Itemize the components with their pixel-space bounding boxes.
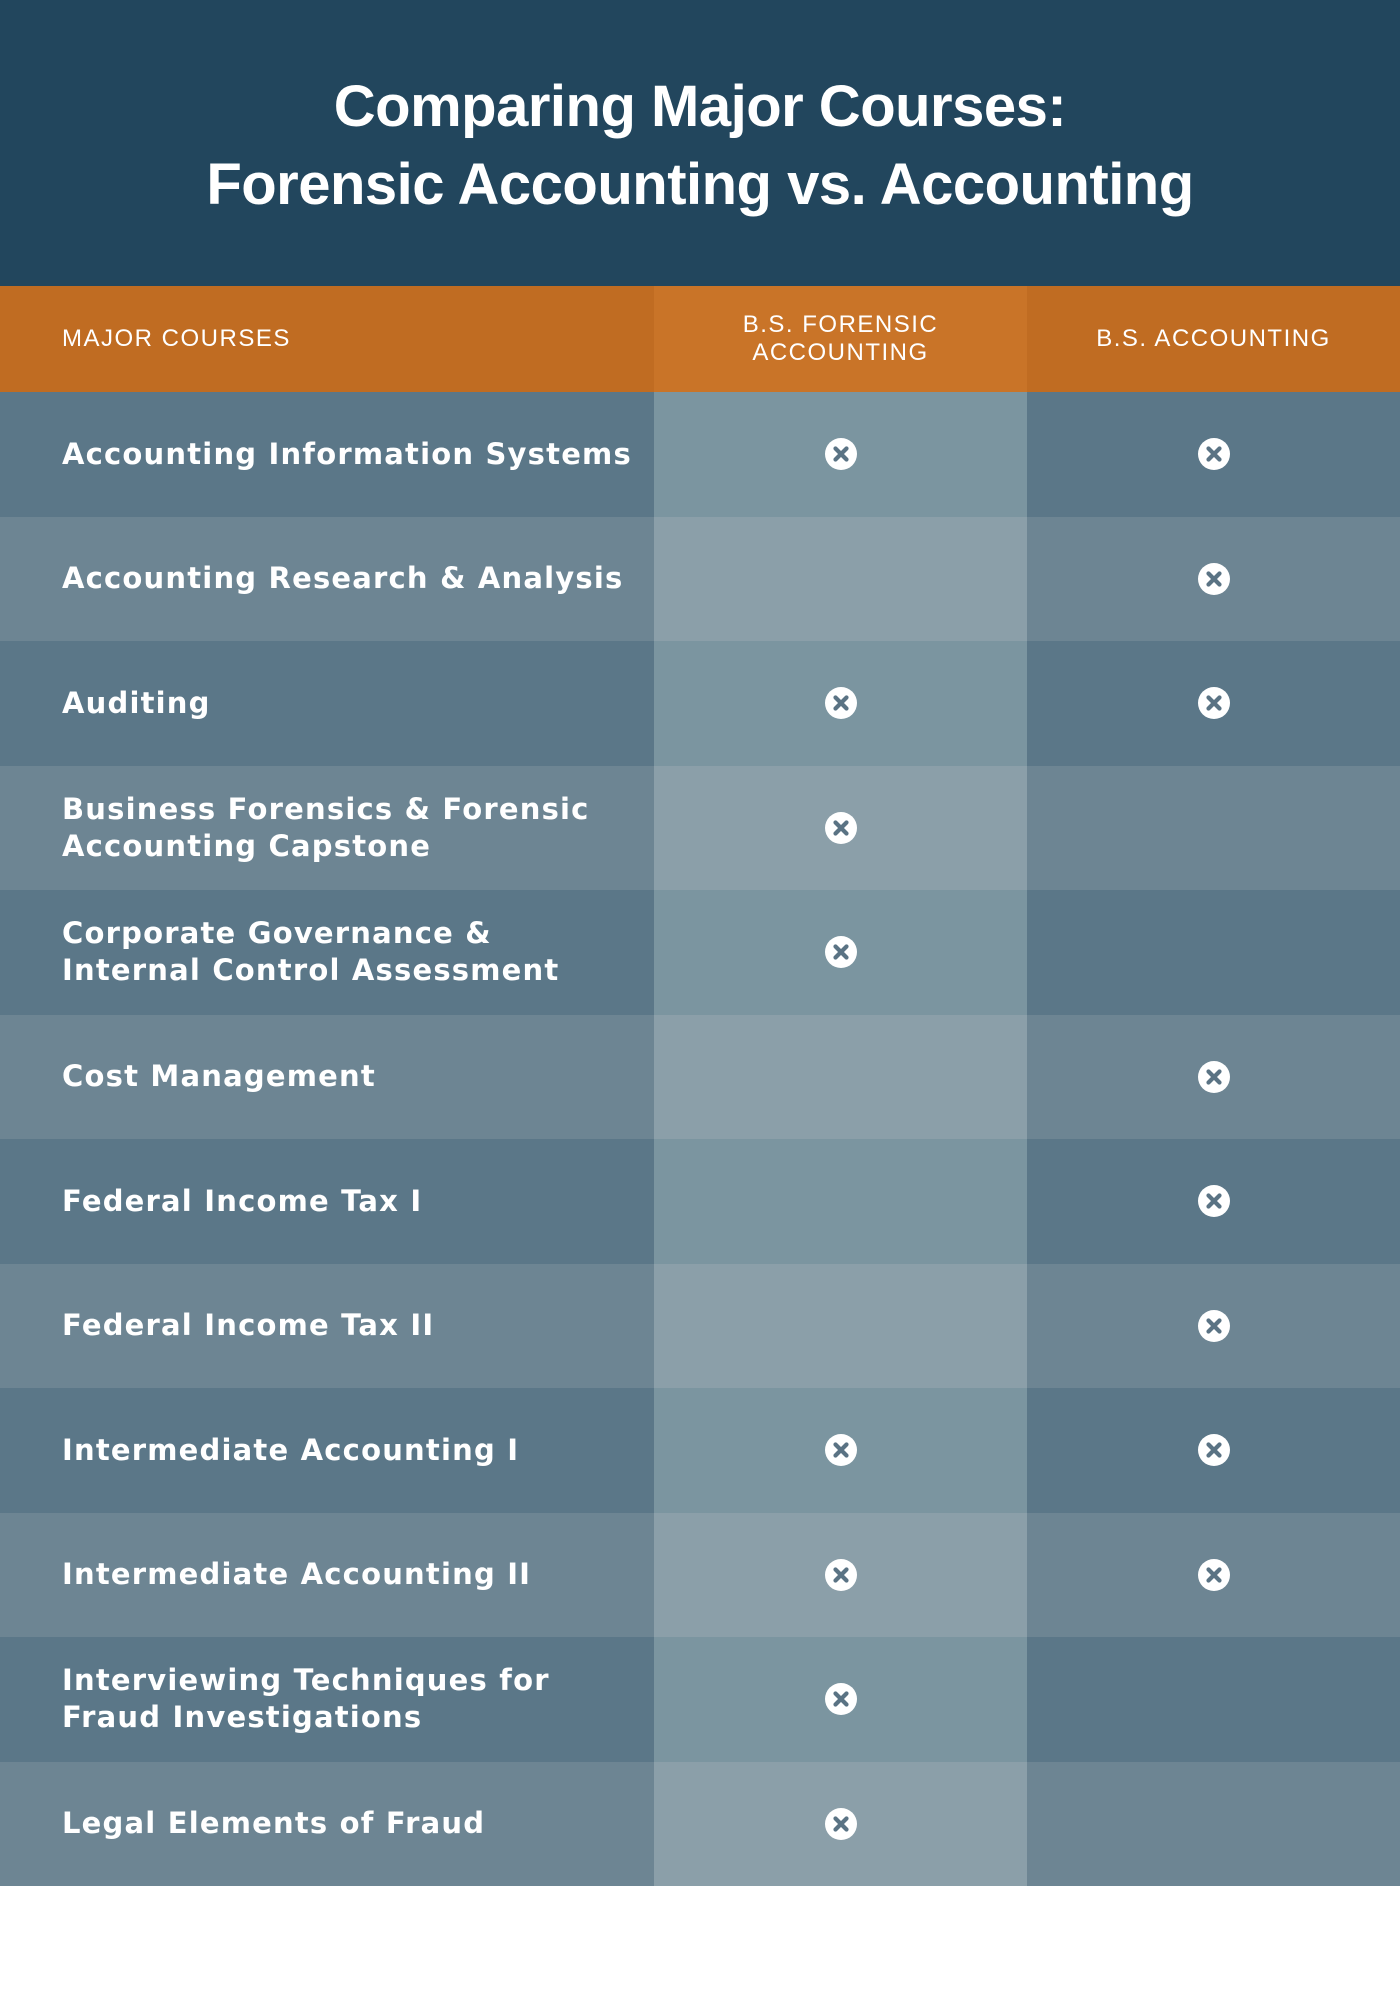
forensic-mark-cell xyxy=(654,392,1027,517)
forensic-mark-cell xyxy=(654,1513,1027,1638)
course-name-cell xyxy=(0,766,654,891)
course-name: Intermediate Accounting I xyxy=(62,1432,520,1467)
forensic-mark-cell xyxy=(654,641,1027,766)
course-name-cell xyxy=(0,1388,654,1513)
forensic-mark-cell xyxy=(654,1762,1027,1887)
forensic-mark-cell xyxy=(654,1015,1027,1140)
course-name-cell xyxy=(0,641,654,766)
accounting-mark-cell xyxy=(1027,1015,1400,1140)
course-comparison-table xyxy=(0,286,1400,1886)
header-forensic-accounting-label: B.S. FORENSIC ACCOUNTING xyxy=(742,311,939,366)
course-name-cell xyxy=(0,1139,654,1264)
bottom-whitespace xyxy=(0,1886,1400,2000)
course-name: Federal Income Tax I xyxy=(62,1183,423,1218)
accounting-mark-cell xyxy=(1027,890,1400,1015)
x-circle-icon xyxy=(1197,1558,1231,1592)
course-name: Corporate Governance & Internal Control Assessment xyxy=(62,916,560,988)
forensic-mark-cell xyxy=(654,1139,1027,1264)
course-name: Intermediate Accounting II xyxy=(62,1557,532,1592)
accounting-mark-cell xyxy=(1027,517,1400,642)
course-name: Interviewing Techniques for Fraud Investigations xyxy=(62,1663,550,1735)
table-header-row xyxy=(0,286,1400,392)
course-name: Federal Income Tax II xyxy=(62,1308,435,1343)
x-circle-icon xyxy=(1197,437,1231,471)
course-name: Legal Elements of Fraud xyxy=(62,1806,486,1841)
header-major-courses-label: MAJOR COURSES xyxy=(62,325,291,352)
course-name: Accounting Research & Analysis xyxy=(62,561,624,596)
x-circle-icon xyxy=(824,1807,858,1841)
x-circle-icon xyxy=(1197,1060,1231,1094)
course-name: Accounting Information Systems xyxy=(62,436,632,471)
forensic-mark-cell xyxy=(654,766,1027,891)
accounting-mark-cell xyxy=(1027,1388,1400,1513)
table-row xyxy=(0,1762,1400,1887)
accounting-mark-cell xyxy=(1027,766,1400,891)
table-row xyxy=(0,766,1400,891)
accounting-mark-cell xyxy=(1027,641,1400,766)
accounting-mark-cell xyxy=(1027,392,1400,517)
table-row xyxy=(0,392,1400,517)
x-circle-icon xyxy=(1197,686,1231,720)
title-banner xyxy=(0,0,1400,286)
table-row xyxy=(0,1015,1400,1140)
table-body xyxy=(0,392,1400,1886)
header-forensic-accounting xyxy=(654,286,1027,392)
table-row xyxy=(0,1264,1400,1389)
x-circle-icon xyxy=(1197,1433,1231,1467)
forensic-mark-cell xyxy=(654,890,1027,1015)
table-row xyxy=(0,1388,1400,1513)
x-circle-icon xyxy=(824,811,858,845)
course-name-cell xyxy=(0,392,654,517)
table-row xyxy=(0,1637,1400,1762)
accounting-mark-cell xyxy=(1027,1264,1400,1389)
table-row xyxy=(0,890,1400,1015)
header-major-courses xyxy=(0,286,654,392)
table-row xyxy=(0,517,1400,642)
course-name-cell xyxy=(0,1637,654,1762)
page-title-line-1: Comparing Major Courses: xyxy=(333,74,1067,139)
x-circle-icon xyxy=(824,1682,858,1716)
forensic-mark-cell xyxy=(654,1264,1027,1389)
accounting-mark-cell xyxy=(1027,1637,1400,1762)
course-name-cell xyxy=(0,1015,654,1140)
table-row xyxy=(0,1139,1400,1264)
accounting-mark-cell xyxy=(1027,1762,1400,1887)
table-row xyxy=(0,641,1400,766)
course-name: Cost Management xyxy=(62,1059,376,1094)
course-name-cell xyxy=(0,1762,654,1887)
x-circle-icon xyxy=(824,1558,858,1592)
page-title-line-2: Forensic Accounting vs. Accounting xyxy=(206,152,1194,217)
table-row xyxy=(0,1513,1400,1638)
course-name-cell xyxy=(0,890,654,1015)
forensic-mark-cell xyxy=(654,1637,1027,1762)
x-circle-icon xyxy=(824,437,858,471)
course-name: Auditing xyxy=(62,685,211,720)
course-name-cell xyxy=(0,1513,654,1638)
course-name: Business Forensics & Forensic Accounting Capstone xyxy=(62,791,590,863)
accounting-mark-cell xyxy=(1027,1139,1400,1264)
course-name-cell xyxy=(0,517,654,642)
forensic-mark-cell xyxy=(654,1388,1027,1513)
x-circle-icon xyxy=(824,935,858,969)
forensic-mark-cell xyxy=(654,517,1027,642)
course-name-cell xyxy=(0,1264,654,1389)
x-circle-icon xyxy=(824,686,858,720)
x-circle-icon xyxy=(1197,562,1231,596)
header-accounting-label: B.S. ACCOUNTING xyxy=(1096,325,1331,352)
x-circle-icon xyxy=(824,1433,858,1467)
x-circle-icon xyxy=(1197,1184,1231,1218)
header-accounting xyxy=(1027,286,1400,392)
accounting-mark-cell xyxy=(1027,1513,1400,1638)
x-circle-icon xyxy=(1197,1309,1231,1343)
